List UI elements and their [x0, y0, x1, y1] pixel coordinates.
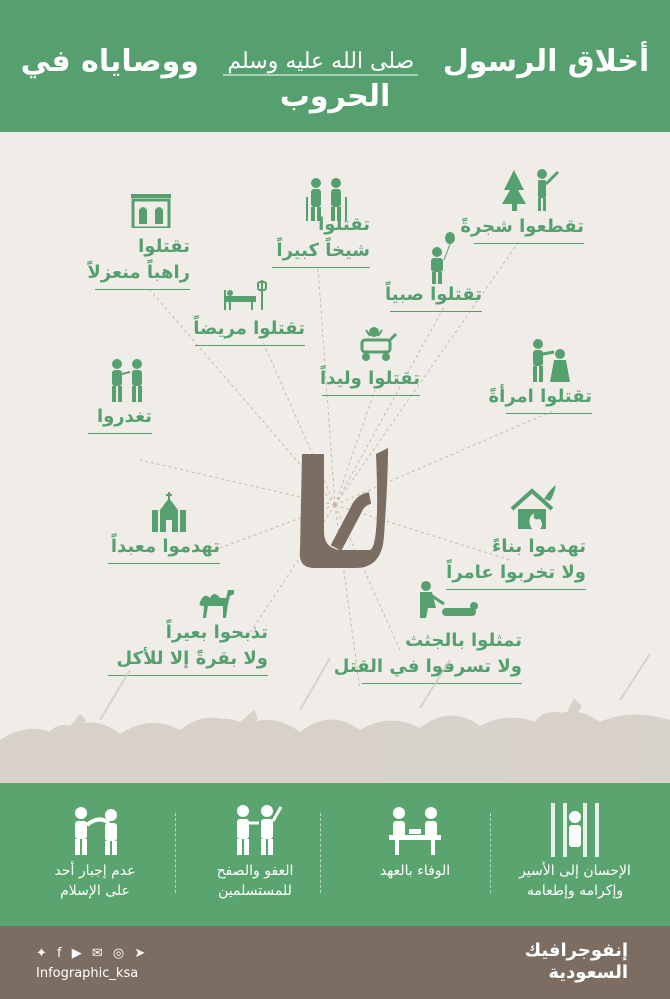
- woman-icon: [528, 338, 572, 382]
- item-newborn-underline: [322, 395, 420, 396]
- item-temple-underline: [108, 563, 220, 564]
- item-boy-line1: تقتلوا صبياً: [385, 284, 482, 305]
- betrayal-icon: [108, 358, 146, 402]
- baby-stroller-icon: [356, 326, 398, 362]
- band-text-prisoner: الإحسان إلى الأسير وإكرامه وإطعامه: [519, 863, 631, 899]
- band-divider: [175, 813, 176, 893]
- hospital-bed-icon: [222, 278, 270, 312]
- mutilation-icon: [414, 580, 478, 620]
- item-camel-line2: ولا بقرةً إلا للأكل: [116, 648, 268, 669]
- burning-house-icon: [510, 485, 558, 529]
- item-woman-underline: [506, 413, 592, 414]
- band-divider: [320, 813, 321, 893]
- item-camel-line1: تذبحوا بعيراً: [165, 622, 268, 643]
- brand-logo-line1: إنفوجرافيك: [524, 940, 628, 961]
- band-item-covenant: [350, 801, 480, 881]
- item-monk-line2: راهباً منعزلاً: [87, 262, 190, 283]
- item-betray-line1: تغدروا: [96, 406, 152, 427]
- band-divider: [490, 813, 491, 893]
- item-tree-underline: [474, 243, 584, 244]
- band-text-forgiveness: العفو والصفح للمستسلمين: [216, 863, 294, 899]
- item-elder-underline: [272, 267, 370, 268]
- tree-cutting-icon: [500, 168, 562, 212]
- band-text-covenant: الوفاء بالعهد: [379, 863, 451, 879]
- brand-logo-line2: السعودية: [548, 962, 628, 983]
- principles-band: [0, 783, 670, 926]
- item-elder-line2: شيخاً كبيراً: [276, 240, 370, 261]
- camel-icon: [196, 586, 236, 618]
- item-tree-line1: تقطعوا شجرةً: [460, 216, 584, 237]
- item-patient-underline: [195, 345, 305, 346]
- honorific-calligraphy: صلى الله عليه وسلم: [223, 49, 418, 76]
- item-building-line1: تهدموا بناءً: [492, 536, 586, 557]
- item-betray: [88, 404, 152, 434]
- surrender-icon: [225, 801, 285, 857]
- brand-logo: [525, 940, 628, 984]
- child-balloon-icon: [428, 232, 456, 284]
- item-building-line2: ولا تخربوا عامراً: [446, 562, 586, 583]
- item-newborn-line1: تقتلوا وليداً: [320, 368, 420, 389]
- item-woman-line1: تقتلوا امرأةً: [488, 386, 592, 407]
- item-patient-line1: تقتلوا مريضاً: [193, 318, 305, 339]
- item-mutilate-line1: تمثلوا بالجثث: [405, 630, 522, 651]
- social-handle[interactable]: Infographic_ksa: [36, 966, 139, 981]
- band-item-forgiveness: [190, 801, 320, 901]
- title-start: أخلاق الرسول: [442, 44, 650, 79]
- item-temple-line1: تهدموا معبداً: [110, 536, 220, 557]
- footer: [0, 926, 670, 999]
- item-temple: [108, 534, 220, 564]
- item-monk-underline: [95, 289, 190, 290]
- item-boy-underline: [390, 311, 482, 312]
- item-boy: [385, 282, 482, 312]
- item-newborn: [320, 366, 420, 396]
- center-laa-letter: [284, 440, 389, 580]
- prisoner-bars-icon: [545, 801, 605, 857]
- title-end: ووصاياه في الحروب: [20, 44, 391, 114]
- social-icons-row[interactable]: ✦ f ▶ ✉ ◎ ➤: [36, 946, 149, 961]
- item-woman: [489, 384, 592, 414]
- battle-scene-background: [0, 650, 670, 783]
- band-item-prisoner: [510, 801, 640, 901]
- band-item-no-coercion: [30, 801, 160, 901]
- band-text-no-coercion: عدم إجبار أحد على الإسلام: [54, 863, 136, 899]
- item-monk-line1: تقتلوا: [138, 236, 190, 257]
- place-of-worship-icon: [148, 492, 190, 532]
- item-elder: [272, 212, 370, 268]
- item-mutilate-line2: ولا تسرفوا في القتل: [333, 656, 522, 677]
- item-betray-underline: [88, 433, 152, 434]
- monastery-icon: [131, 194, 171, 228]
- coercion-icon: [65, 801, 125, 857]
- item-elder-line1: تقتلوا: [318, 214, 370, 235]
- item-monk: [87, 234, 190, 290]
- handshake-table-icon: [385, 801, 445, 857]
- item-tree: [460, 214, 584, 244]
- item-patient: [193, 316, 305, 346]
